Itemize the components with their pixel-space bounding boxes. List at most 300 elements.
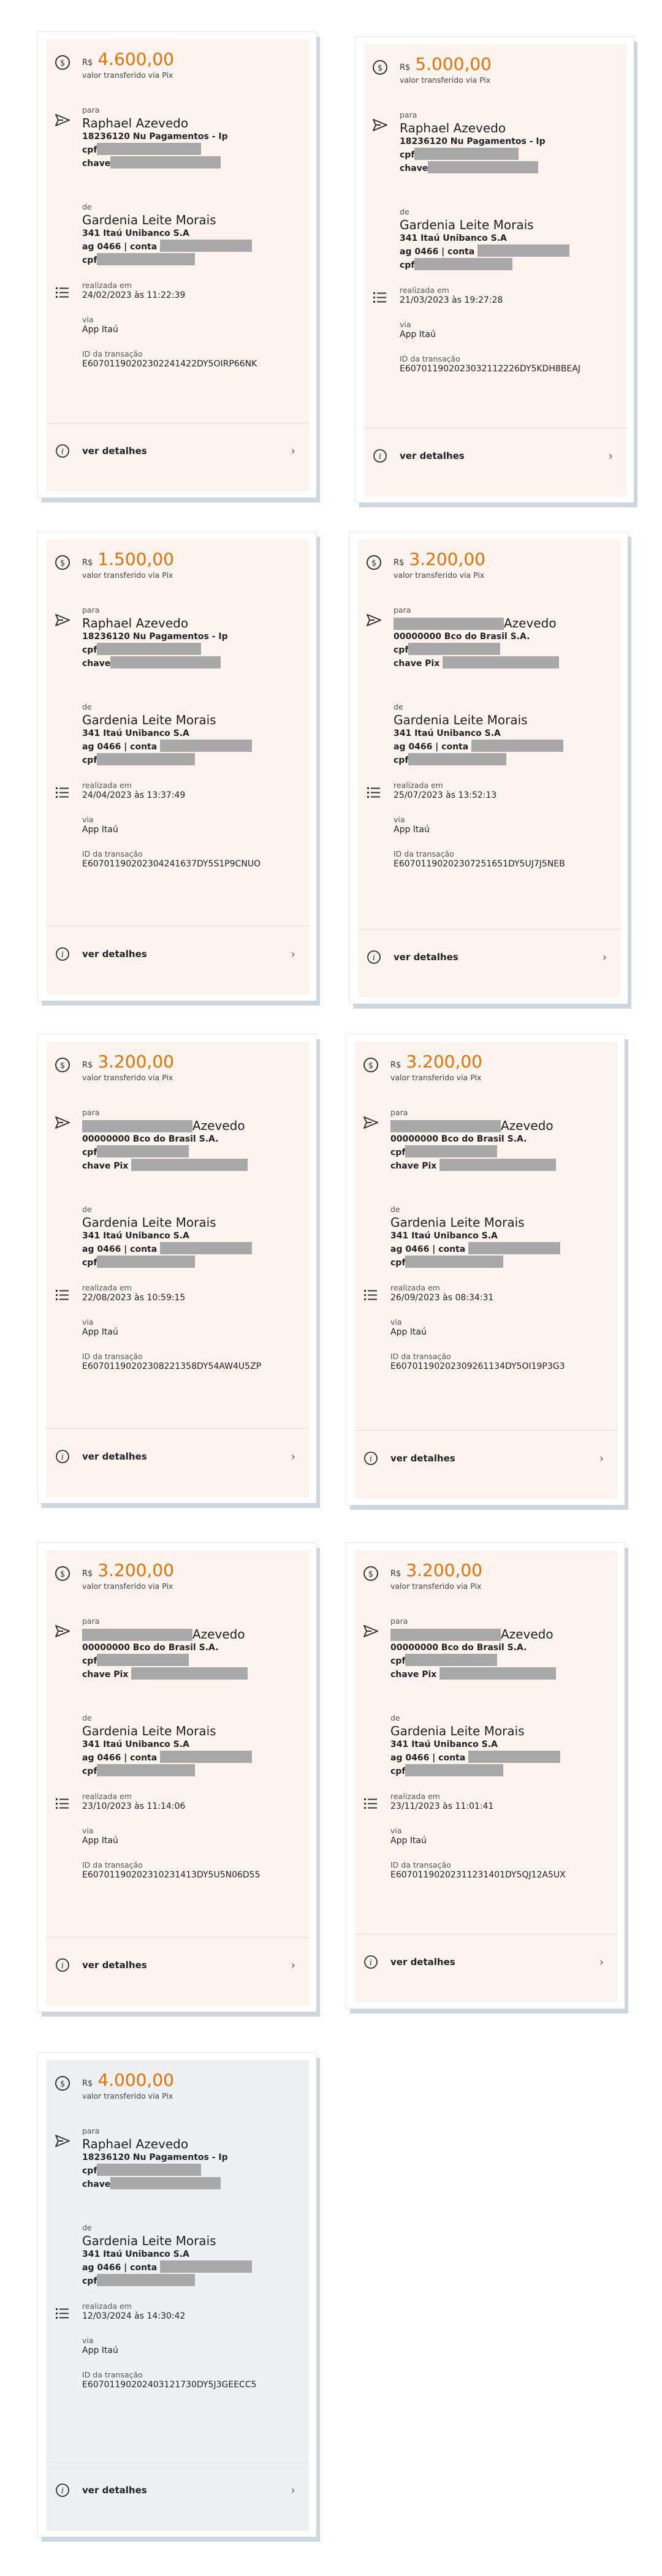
transaction-datetime: 22/08/2023 às 10:59:15 <box>82 1293 186 1303</box>
dollar-circle-icon <box>365 554 382 571</box>
recipient-key-label: chave <box>82 2180 111 2189</box>
info-icon <box>373 449 387 463</box>
svg-text:$: $ <box>368 1570 374 1579</box>
list-icon <box>54 1795 71 1813</box>
transaction-datetime: 24/04/2023 às 13:37:49 <box>82 790 186 800</box>
chevron-right-icon: › <box>291 947 295 961</box>
recipient-key-label: chave <box>400 164 428 173</box>
svg-text:i: i <box>369 1958 373 1968</box>
recipient-bank: 00000000 Bco do Brasil S.A. <box>390 1643 527 1653</box>
redacted-block <box>110 2177 221 2189</box>
amount-block <box>82 549 299 580</box>
recipient-bank: 00000000 Bco do Brasil S.A. <box>390 1134 527 1144</box>
recipient-label: para <box>400 110 417 119</box>
recipient-key <box>82 1159 299 1171</box>
recipient-key <box>82 656 299 669</box>
dollar-circle-icon <box>362 1565 379 1582</box>
recipient-name-partial: Azevedo <box>501 1118 554 1133</box>
sender-block <box>82 702 299 765</box>
sender-cpf <box>390 1764 607 1776</box>
sender-block <box>394 702 611 765</box>
amount-value: 1.500,00 <box>97 549 174 569</box>
recipient-cpf-label: cpf <box>82 145 97 155</box>
sender-account <box>394 740 611 752</box>
send-icon <box>54 1623 71 1640</box>
recipient-label: para <box>390 1616 408 1626</box>
details-block <box>400 286 617 374</box>
recipient-name <box>394 616 611 631</box>
amount-block <box>82 1051 299 1082</box>
amount-value: 3.200,00 <box>409 549 485 569</box>
transaction-id: E60701190202308221358DY54AW4U5ZP <box>82 1362 262 1371</box>
chevron-right-icon: › <box>608 449 613 463</box>
recipient-block <box>390 1616 607 1680</box>
receipt-body <box>47 1042 309 1497</box>
channel-value: App Itaú <box>82 2346 118 2355</box>
via-label: via <box>82 1826 94 1835</box>
channel-value: App Itaú <box>390 1327 427 1337</box>
recipient-key <box>82 156 299 169</box>
recipient-cpf-label: cpf <box>390 1148 406 1157</box>
transaction-id-label: ID da transação <box>390 1352 451 1361</box>
details-link[interactable] <box>47 423 309 479</box>
redacted-block <box>414 258 512 270</box>
info-icon <box>55 1449 70 1464</box>
recipient-cpf <box>82 1145 299 1157</box>
transaction-id: E607011902023032112226DY5KDH8BEAJ <box>400 364 580 374</box>
sender-block <box>82 2223 299 2286</box>
receipt-body <box>355 1550 617 2002</box>
sender-cpf <box>82 753 299 765</box>
redacted-block <box>97 1256 195 1268</box>
dollar-circle-icon <box>54 54 71 71</box>
transaction-id: E60701190202304241637DY5S1P9CNUO <box>82 859 261 869</box>
transaction-id-label: ID da transação <box>82 349 143 358</box>
dollar-circle-icon <box>362 1056 379 1074</box>
currency: R$ <box>82 558 93 567</box>
date-label: realizada em <box>400 286 449 295</box>
amount-subtitle: valor transferido via Pix <box>82 1073 173 1082</box>
amount-subtitle: valor transferido via Pix <box>394 570 485 580</box>
transaction-datetime: 21/03/2023 às 19:27:28 <box>400 295 503 305</box>
recipient-name: Raphael Azevedo <box>82 2137 189 2151</box>
transaction-id: E60701190202307251651DY5UJ7J5NEB <box>394 859 565 869</box>
redacted-block <box>82 1120 192 1132</box>
sender-account-label: ag 0466 | conta <box>82 742 158 752</box>
receipt-panel <box>355 1550 617 2002</box>
amount-block <box>390 1560 607 1591</box>
ver-detalhes-label: ver detalhes <box>82 949 147 960</box>
details-block <box>82 1283 299 1371</box>
details-link[interactable] <box>355 1934 617 1990</box>
recipient-cpf <box>82 1654 299 1666</box>
redacted-block <box>110 656 221 669</box>
sender-name: Gardenia Leite Morais <box>390 1215 525 1230</box>
recipient-key <box>394 656 611 669</box>
ver-detalhes-label: ver detalhes <box>82 1960 147 1971</box>
redacted-block <box>439 1159 556 1171</box>
recipient-cpf <box>82 2164 299 2176</box>
sender-block <box>390 1205 607 1268</box>
date-label: realizada em <box>82 1283 132 1292</box>
redacted-block <box>405 1256 503 1268</box>
sender-account <box>390 1242 607 1254</box>
amount-block <box>82 1560 299 1591</box>
ver-detalhes-label: ver detalhes <box>390 1957 455 1968</box>
recipient-bank: 18236120 Nu Pagamentos - Ip <box>82 132 228 142</box>
list-icon <box>371 289 389 306</box>
sender-block <box>82 1205 299 1268</box>
channel-value: App Itaú <box>82 325 118 335</box>
channel-value: App Itaú <box>82 1327 118 1337</box>
sender-name: Gardenia Leite Morais <box>390 1724 525 1738</box>
transaction-datetime: 23/11/2023 às 11:01:41 <box>390 1801 494 1811</box>
dollar-circle-icon <box>54 1565 71 1582</box>
redacted-block <box>468 1242 560 1254</box>
amount-value: 4.000,00 <box>97 2070 174 2090</box>
list-icon <box>365 784 382 801</box>
sender-cpf-label: cpf <box>82 2276 97 2286</box>
sender-account-label: ag 0466 | conta <box>394 742 469 752</box>
redacted-block <box>97 1654 189 1666</box>
details-link[interactable] <box>47 2462 309 2518</box>
receipt-body <box>47 39 309 491</box>
date-label: realizada em <box>390 1283 440 1292</box>
svg-text:$: $ <box>368 1061 374 1070</box>
sender-cpf-label: cpf <box>82 1767 97 1776</box>
sender-bank: 341 Itaú Unibanco S.A <box>82 729 189 738</box>
details-link[interactable] <box>47 1937 309 1993</box>
transaction-datetime: 23/10/2023 às 11:14:06 <box>82 1801 186 1811</box>
recipient-name: Raphael Azevedo <box>82 616 189 631</box>
sender-label: de <box>82 1713 92 1722</box>
recipient-bank: 00000000 Bco do Brasil S.A. <box>394 632 530 642</box>
sender-bank: 341 Itaú Unibanco S.A <box>82 2249 189 2259</box>
chevron-right-icon: › <box>291 1958 295 1972</box>
sender-cpf-label: cpf <box>82 756 97 765</box>
redacted-block <box>443 656 559 669</box>
amount-subtitle: valor transferido via Pix <box>390 1582 482 1591</box>
sender-cpf-label: cpf <box>390 1767 406 1776</box>
redacted-block <box>408 753 506 765</box>
redacted-block <box>428 161 538 173</box>
recipient-key <box>390 1159 607 1171</box>
amount-row <box>390 1051 607 1072</box>
sender-account <box>82 1751 299 1763</box>
sender-cpf-label: cpf <box>82 256 97 265</box>
recipient-block <box>82 1108 299 1171</box>
svg-text:i: i <box>378 452 382 461</box>
recipient-block <box>82 605 299 669</box>
recipient-name <box>390 1627 607 1642</box>
currency: R$ <box>400 63 411 72</box>
receipt-panel <box>47 539 309 994</box>
details-block <box>390 1792 607 1880</box>
redacted-block <box>97 253 195 265</box>
via-label: via <box>82 2336 94 2345</box>
sender-block <box>400 207 617 270</box>
redacted-block <box>390 1629 501 1641</box>
sender-account-label: ag 0466 | conta <box>400 247 475 257</box>
amount-block <box>82 49 299 80</box>
recipient-name-partial: Azevedo <box>192 1118 245 1133</box>
amount-block <box>394 549 611 580</box>
channel-value: App Itaú <box>82 1836 118 1846</box>
chevron-right-icon: › <box>291 444 295 458</box>
receipt-panel <box>47 39 309 491</box>
recipient-key-label: chave Pix <box>82 1161 129 1171</box>
dollar-circle-icon <box>54 2075 71 2092</box>
recipient-bank: 18236120 Nu Pagamentos - Ip <box>82 632 228 642</box>
sender-account-label: ag 0466 | conta <box>82 1753 158 1763</box>
amount-subtitle: valor transferido via Pix <box>390 1073 482 1082</box>
sender-account <box>82 2260 299 2273</box>
receipt-card <box>38 1543 316 2012</box>
recipient-key-label: chave Pix <box>390 1670 437 1680</box>
sender-label: de <box>82 202 92 211</box>
recipient-key <box>82 1667 299 1680</box>
recipient-bank: 00000000 Bco do Brasil S.A. <box>82 1643 219 1653</box>
send-icon <box>362 1114 379 1131</box>
receipt-card <box>38 32 316 498</box>
currency: R$ <box>82 2079 93 2088</box>
info-icon <box>363 1955 378 1969</box>
recipient-cpf-label: cpf <box>394 645 409 655</box>
receipt-card <box>38 2053 316 2537</box>
recipient-key-label: chave Pix <box>82 1670 129 1680</box>
recipient-block <box>394 605 611 669</box>
amount-subtitle: valor transferido via Pix <box>82 2091 173 2101</box>
amount-value: 4.600,00 <box>97 49 174 69</box>
recipient-name: Raphael Azevedo <box>82 116 189 131</box>
redacted-block <box>131 1667 248 1680</box>
recipient-key-label: chave Pix <box>390 1161 437 1171</box>
transaction-id-label: ID da transação <box>82 1352 143 1361</box>
amount-value: 3.200,00 <box>406 1051 482 1072</box>
receipt-card <box>346 1034 625 1505</box>
details-link[interactable] <box>47 1428 309 1484</box>
recipient-name-partial: Azevedo <box>192 1627 245 1642</box>
redacted-block <box>97 643 201 655</box>
sender-account-label: ag 0466 | conta <box>82 242 158 252</box>
transaction-datetime: 26/09/2023 às 08:34:31 <box>390 1293 494 1303</box>
date-label: realizada em <box>394 781 443 790</box>
receipt-panel <box>47 2060 309 2531</box>
recipient-key <box>400 161 617 173</box>
redacted-block <box>160 1242 252 1254</box>
info-icon <box>363 1451 378 1466</box>
svg-text:$: $ <box>59 1570 66 1579</box>
transaction-id: E60701190202403121730DY5J3GEECC5 <box>82 2380 257 2390</box>
sender-account <box>400 244 617 257</box>
sender-account <box>82 740 299 752</box>
recipient-block <box>82 1616 299 1680</box>
redacted-block <box>160 1751 252 1763</box>
sender-bank: 341 Itaú Unibanco S.A <box>390 1740 498 1749</box>
sender-block <box>390 1713 607 1776</box>
svg-text:i: i <box>61 447 64 456</box>
ver-detalhes-label: ver detalhes <box>82 2485 147 2496</box>
amount-row <box>82 1560 299 1580</box>
list-icon <box>54 1287 71 1304</box>
recipient-cpf <box>390 1145 607 1157</box>
date-label: realizada em <box>82 1792 132 1801</box>
recipient-block <box>82 2126 299 2189</box>
sender-label: de <box>390 1205 400 1214</box>
receipt-panel <box>355 1042 617 1499</box>
recipient-cpf-label: cpf <box>82 1656 97 1666</box>
currency: R$ <box>390 1569 401 1578</box>
transaction-id-label: ID da transação <box>394 849 454 858</box>
sender-account <box>82 1242 299 1254</box>
svg-text:$: $ <box>59 1061 66 1070</box>
redacted-block <box>471 740 563 752</box>
details-link[interactable] <box>364 428 626 483</box>
recipient-block <box>400 110 617 173</box>
date-label: realizada em <box>82 281 132 290</box>
details-block <box>82 1792 299 1880</box>
svg-text:i: i <box>372 953 376 963</box>
redacted-block <box>160 240 252 252</box>
date-label: realizada em <box>82 2301 132 2311</box>
recipient-label: para <box>82 1616 100 1626</box>
recipient-cpf <box>394 643 611 655</box>
recipient-label: para <box>394 605 411 615</box>
channel-value: App Itaú <box>82 825 118 835</box>
currency: R$ <box>390 1061 401 1070</box>
receipt-body <box>47 539 309 994</box>
svg-text:$: $ <box>59 559 66 568</box>
redacted-block <box>405 1764 503 1776</box>
amount-row <box>394 549 611 569</box>
send-icon <box>54 112 71 129</box>
redacted-block <box>97 1764 195 1776</box>
amount-row <box>82 49 299 69</box>
details-link[interactable] <box>358 929 620 985</box>
recipient-label: para <box>82 605 100 615</box>
redacted-block <box>97 753 195 765</box>
sender-cpf <box>394 753 611 765</box>
recipient-cpf <box>400 148 617 160</box>
transaction-datetime: 25/07/2023 às 13:52:13 <box>394 790 497 800</box>
sender-block <box>82 202 299 265</box>
receipt-panel <box>358 539 620 998</box>
sender-label: de <box>82 702 92 711</box>
receipt-panel <box>47 1042 309 1497</box>
recipient-key <box>390 1667 607 1680</box>
sender-name: Gardenia Leite Morais <box>82 713 216 727</box>
sender-cpf-label: cpf <box>400 260 415 270</box>
sender-label: de <box>400 207 409 216</box>
transaction-id: E60701190202309261134DY5OI19P3G3 <box>390 1362 565 1371</box>
sender-cpf <box>82 2274 299 2286</box>
recipient-key-label: chave Pix <box>394 659 440 669</box>
amount-row <box>82 549 299 569</box>
transaction-datetime: 24/02/2023 às 11:22:39 <box>82 290 186 300</box>
sender-cpf-label: cpf <box>390 1258 406 1268</box>
recipient-cpf-label: cpf <box>390 1656 406 1666</box>
ver-detalhes-label: ver detalhes <box>400 450 465 461</box>
redacted-block <box>97 2164 201 2176</box>
details-link[interactable] <box>47 926 309 982</box>
svg-text:$: $ <box>377 64 383 73</box>
sender-account-label: ag 0466 | conta <box>390 1753 466 1763</box>
send-icon <box>371 116 389 134</box>
recipient-label: para <box>82 2126 100 2135</box>
sender-name: Gardenia Leite Morais <box>82 213 216 227</box>
recipient-name <box>82 1118 299 1133</box>
transaction-id-label: ID da transação <box>400 354 460 363</box>
svg-text:$: $ <box>59 59 66 68</box>
sender-cpf <box>400 258 617 270</box>
recipient-bank: 18236120 Nu Pagamentos - Ip <box>400 137 546 146</box>
via-label: via <box>400 320 411 329</box>
receipt-body <box>358 539 620 998</box>
amount-subtitle: valor transferido via Pix <box>82 570 173 580</box>
dollar-circle-icon <box>54 1056 71 1074</box>
transaction-id: E60701190202311231401DY5QJ12A5UX <box>390 1870 566 1880</box>
dollar-circle-icon <box>371 59 389 76</box>
via-label: via <box>82 815 94 824</box>
details-block <box>82 2301 299 2390</box>
amount-row <box>82 1051 299 1072</box>
redacted-block <box>82 1629 192 1641</box>
recipient-cpf-label: cpf <box>82 645 97 655</box>
amount-block <box>390 1051 607 1082</box>
recipient-name-partial: Azevedo <box>504 616 557 631</box>
transaction-id: E60701190202302241422DY5OIRP66NK <box>82 359 257 369</box>
amount-row <box>390 1560 607 1580</box>
svg-text:$: $ <box>59 2080 66 2089</box>
sender-cpf-label: cpf <box>394 756 409 765</box>
amount-value: 5.000,00 <box>415 54 492 74</box>
dollar-circle-icon <box>54 554 71 571</box>
list-icon <box>362 1795 379 1813</box>
via-label: via <box>394 815 405 824</box>
amount-block <box>82 2070 299 2101</box>
amount-subtitle: valor transferido via Pix <box>82 70 173 80</box>
sender-label: de <box>82 1205 92 1214</box>
redacted-block <box>97 2274 195 2286</box>
receipt-body <box>47 2060 309 2531</box>
recipient-label: para <box>82 105 100 115</box>
recipient-cpf <box>82 643 299 655</box>
recipient-cpf-label: cpf <box>82 1148 97 1157</box>
svg-text:i: i <box>61 1961 64 1971</box>
redacted-block <box>394 618 504 630</box>
receipt-panel <box>364 44 626 496</box>
send-icon <box>54 1114 71 1131</box>
sender-cpf <box>82 253 299 265</box>
info-icon <box>55 2483 70 2498</box>
chevron-right-icon: › <box>599 1955 604 1969</box>
details-link[interactable] <box>355 1430 617 1486</box>
svg-text:i: i <box>369 1455 373 1464</box>
recipient-label: para <box>82 1108 100 1117</box>
sender-bank: 341 Itaú Unibanco S.A <box>394 729 501 738</box>
details-block <box>82 281 299 369</box>
sender-account <box>390 1751 607 1763</box>
redacted-block <box>160 740 252 752</box>
list-icon <box>362 1287 379 1304</box>
transaction-id-label: ID da transação <box>82 849 143 858</box>
svg-text:$: $ <box>371 559 377 568</box>
redacted-block <box>414 148 519 160</box>
recipient-cpf <box>82 143 299 155</box>
transaction-id-label: ID da transação <box>82 1860 143 1869</box>
recipient-bank: 00000000 Bco do Brasil S.A. <box>82 1134 219 1144</box>
amount-value: 3.200,00 <box>97 1560 174 1580</box>
